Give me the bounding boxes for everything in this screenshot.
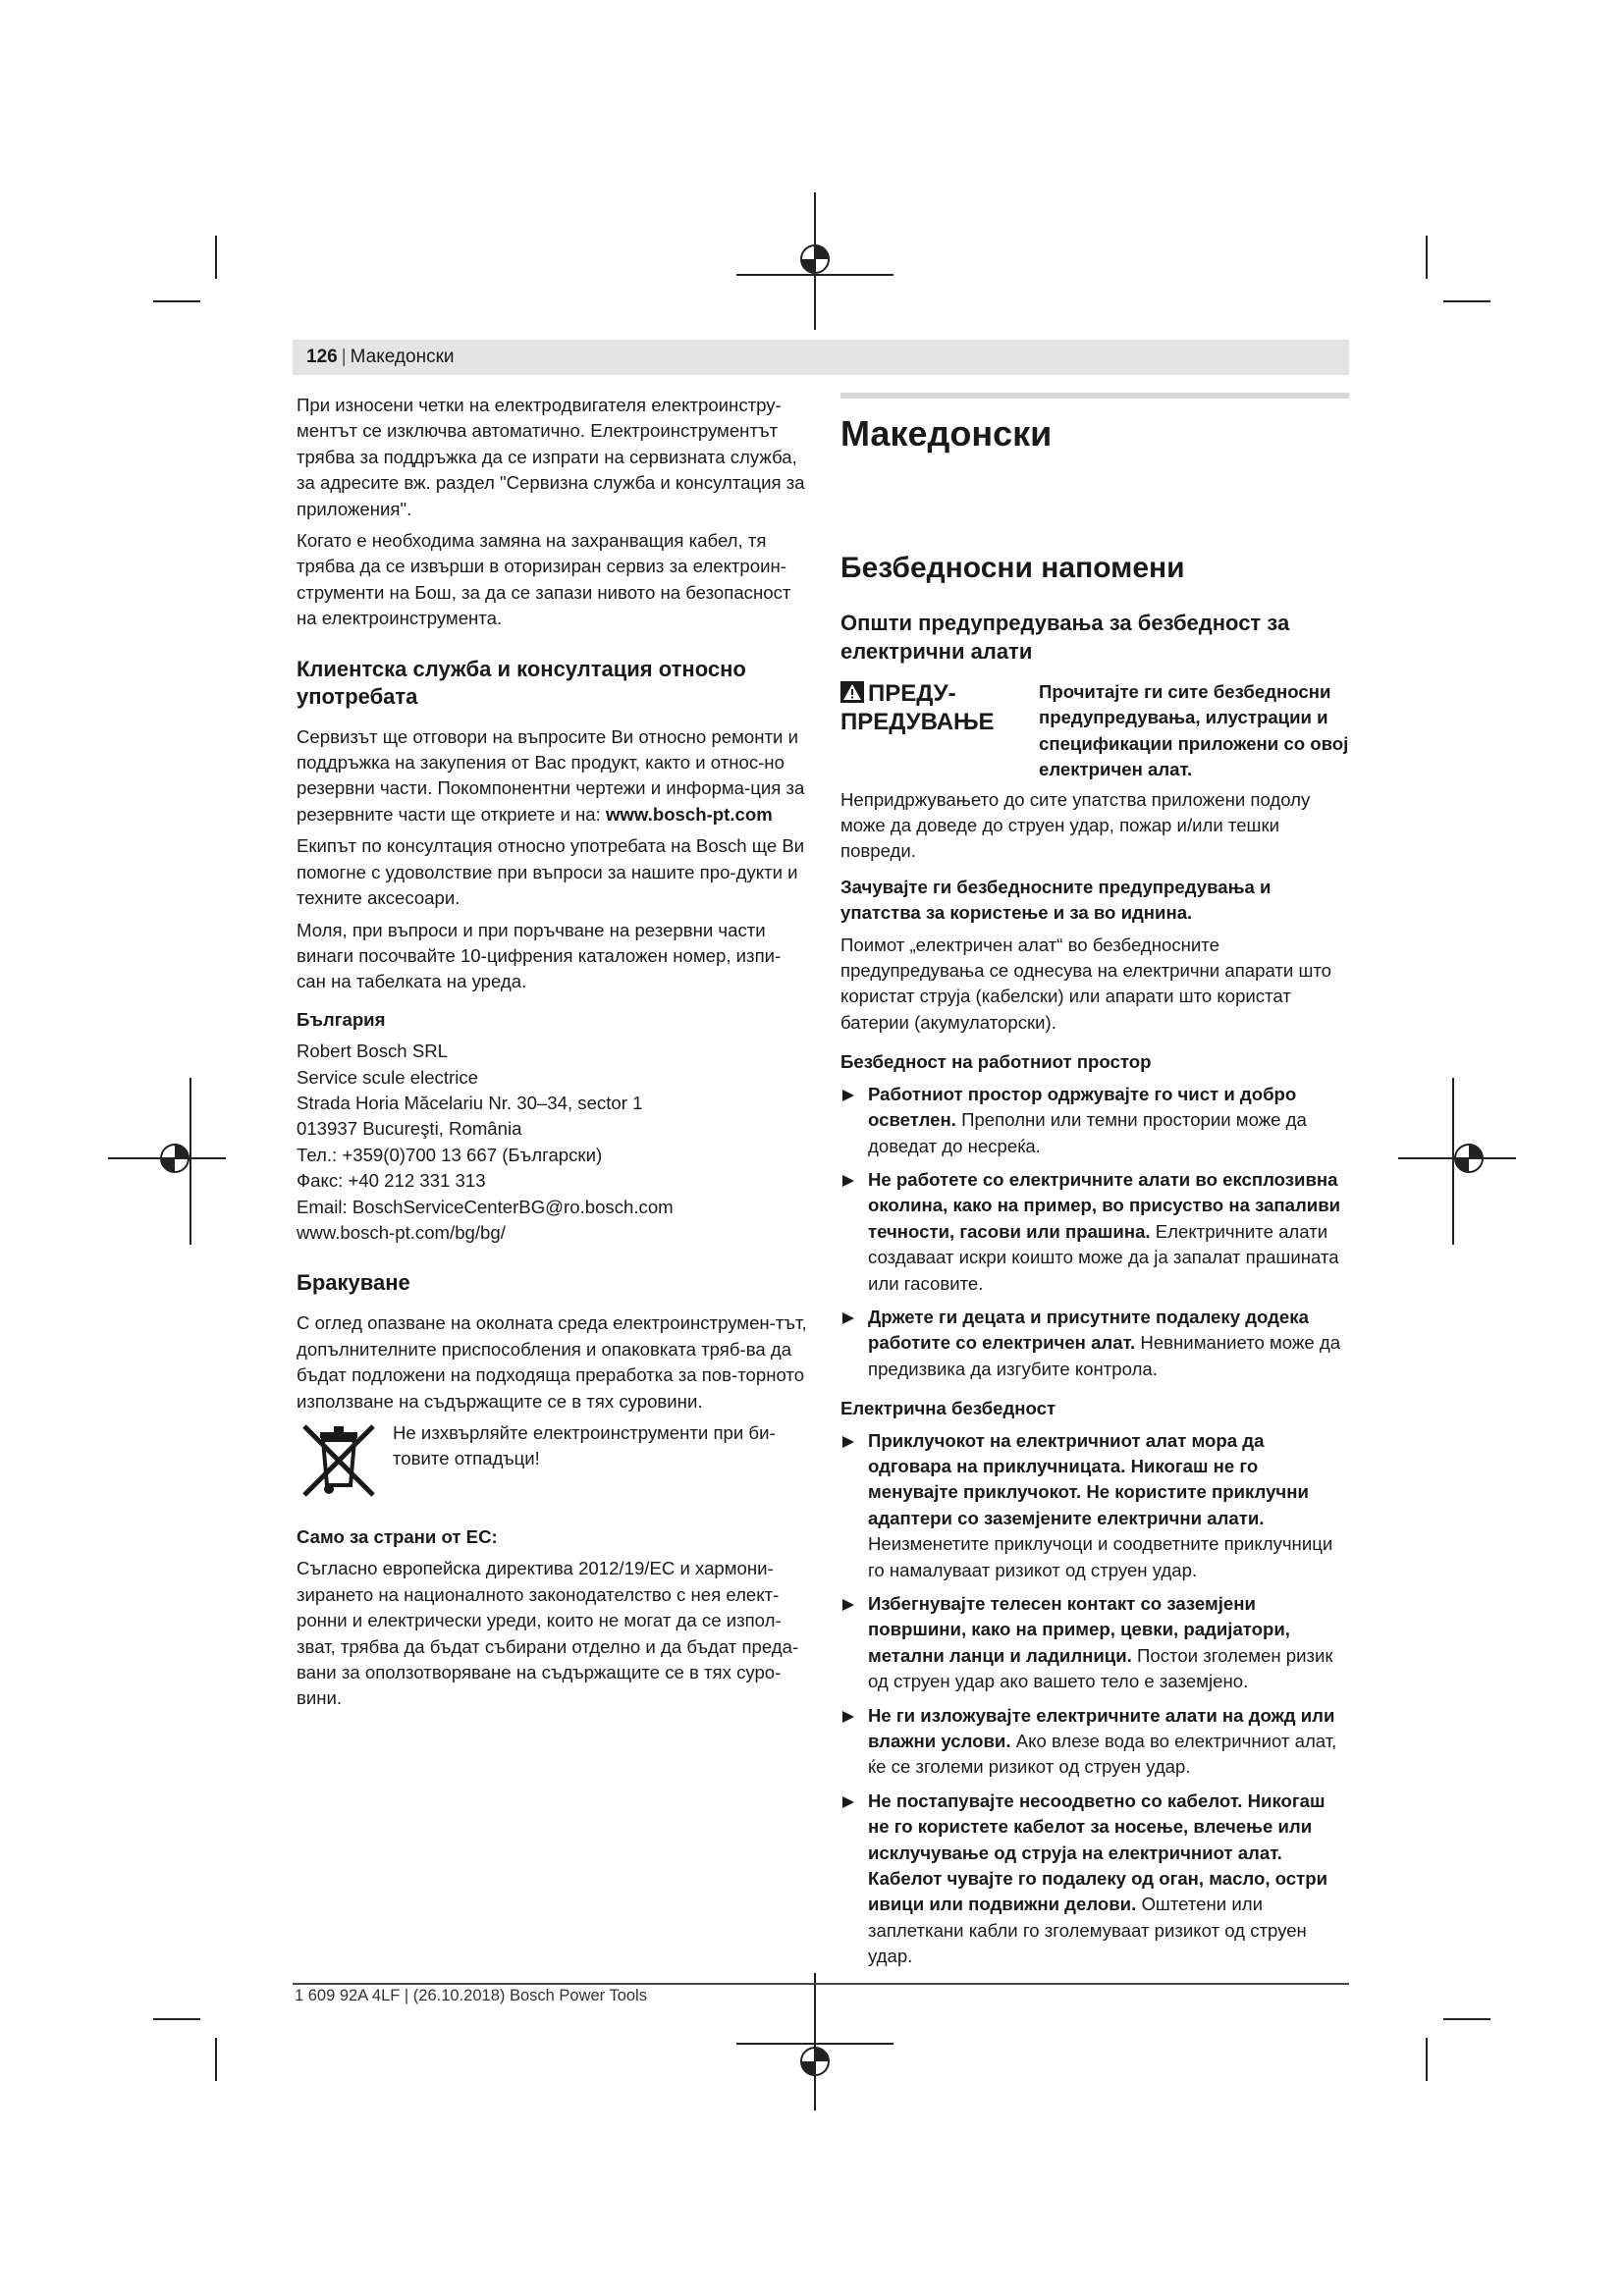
- item-bold: Држете ги децата и присутните подалеку додека работите со електричен алат.: [868, 1306, 1309, 1354]
- list-item: [840, 1428, 1349, 1583]
- warning-bold: Прочитајте ги сите безбедносни предупредувања, илустрации и спецификации приложени со овој електричен алат.: [1039, 681, 1349, 780]
- service-link[interactable]: www.bosch-pt.com: [605, 803, 773, 825]
- list-item: [840, 1082, 1349, 1159]
- keep-instructions: Зачувајте ги безбедносните предупредувања и упатства за користење и за во иднина.: [840, 876, 1272, 924]
- paragraph: Съгласно европейска директива 2012/19/ЕС и хармони-зирането на националното законодателство с нея елект-ронни и електрически уреди, които не могат да се изпол-зват, трябва да бъдат събирани отделно и да бъдат преда-вани за оползотворяване на съдържащите се в тях суро-вини.: [297, 1558, 799, 1709]
- page-title: Македонски: [840, 413, 1053, 454]
- crop-mark-bottom-left-h: [153, 2018, 200, 2020]
- crop-mark-top-left-h: [153, 300, 200, 302]
- paragraph: С оглед опазване на околната среда електроинструмен-тът, допълнителните приспособления и опаковката тряб-ва да бъдат подложени на подходяща преработка за пов-торното използване на съдържащите се в тях суровини.: [297, 1312, 807, 1412]
- item-text: Невниманието може да предизвика да изгубите контрола.: [868, 1332, 1341, 1379]
- registration-mark-icon: [108, 1078, 226, 1245]
- page-header: [293, 340, 1349, 375]
- crop-mark-bottom-right-h: [1443, 2018, 1490, 2020]
- address-website[interactable]: www.bosch-pt.com/bg/bg/: [297, 1221, 506, 1243]
- warning-block: [840, 679, 1349, 783]
- item-text: Ако влезе вода во електричниот алат, ќе се зголеми ризикот од струен удар.: [868, 1731, 1337, 1778]
- item-text: Постои зголемен ризик од струен удар ако вашето тело е заземјено.: [868, 1644, 1333, 1692]
- workplace-heading: Безбедност на работниот простор: [840, 1051, 1152, 1073]
- list-item: [840, 1789, 1349, 1970]
- title-rule: [840, 393, 1349, 399]
- address-line: Тел.: +359(0)700 13 667 (Български): [297, 1144, 603, 1165]
- paragraph: Когато е необходима замяна на захранващия кабел, тя трябва да се извърши в оторизиран сервиз за електроин-струменти на Бош, за да се запази нивото на безопасност на електроинструмента.: [297, 530, 791, 629]
- registration-mark-icon: [736, 192, 893, 330]
- crop-mark-top-left-v: [215, 236, 217, 279]
- list-item: [840, 1305, 1349, 1382]
- footer-rule: [293, 1983, 1349, 1985]
- disposal-heading: Бракуване: [297, 1270, 410, 1296]
- paragraph: Екипът по консултация относно употребата на Bosch ще Ви помогне с удоволствие при въпроси за нашите про-дукти и техните аксесоари.: [297, 835, 805, 909]
- right-column: [840, 393, 1349, 1978]
- general-heading: Општи предупредувања за безбедност за електрични алати: [840, 611, 1290, 664]
- item-bold: Не ги изложувајте електричните алати на дожд или влажни услови.: [868, 1704, 1335, 1752]
- address-block: [297, 1039, 809, 1246]
- address-line: Robert Bosch SRL: [297, 1041, 448, 1062]
- item-text: Електричните алати создаваат искри коишто може да ја запалат прашината или гасовите.: [868, 1220, 1339, 1294]
- item-bold: Избегнувајте телесен контакт со заземјени површини, како на пример, цевки, радијатори, метални ланци и ладилници.: [868, 1593, 1290, 1666]
- registration-mark-icon: [1398, 1078, 1516, 1245]
- address-line: Strada Horia Măcelariu Nr. 30–34, sector 1: [297, 1092, 643, 1113]
- item-bold: Работниот простор одржувајте го чист и добро осветлен.: [868, 1083, 1297, 1131]
- header-separator: |: [341, 347, 347, 367]
- registration-mark-icon: [736, 1973, 893, 2110]
- list-item: [840, 1167, 1349, 1297]
- left-column: [297, 393, 809, 1718]
- item-bold: Не постапувајте несоодветно со кабелот. Никогаш не го користете кабелот за носење, влечење или исклучување од струја на електричниот алат. Кабелот чувајте го подалеку од оган, масло, остри ивици или подвижни делови.: [868, 1789, 1328, 1915]
- paragraph: [297, 724, 809, 828]
- item-text: Оштетени или заплеткани кабли го зголемуваат ризикот од струен удар.: [868, 1894, 1307, 1967]
- service-text: Сервизът ще отговори на въпросите Ви относно ремонти и поддръжка на закупения от Вас продукт, както и относ-но резервни части. Покомпонентни чертежи и информа-ция за резервните части ще откриете и на:: [297, 725, 805, 825]
- crop-mark-bottom-left-v: [215, 2038, 217, 2081]
- address-line: Факс: +40 212 331 313: [297, 1170, 486, 1192]
- footer-text: 1 609 92A 4LF | (26.10.2018) Bosch Power Tools: [295, 1987, 647, 2004]
- header-language: Македонски: [350, 347, 455, 367]
- service-heading: Клиентска служба и консултация относно употребата: [297, 656, 746, 709]
- weee-notice: [297, 1420, 809, 1499]
- paragraph: При износени четки на електродвигателя електроинстру-ментът се изключва автоматично. Електроинструментът трябва за поддръжка да се изпрати на сервизната служба, за адресите вж. раздел "Сервизна служба и консултация за приложения".: [297, 395, 805, 519]
- paragraph: Поимот „електричен алат“ во безбедносните предупредувања се однесува на електрични апарати што користат струја (кабелски) или апарати што користат батерии (акумулаторски).: [840, 934, 1332, 1033]
- address-line: Service scule electrice: [297, 1066, 478, 1088]
- section-title: Безбедносни напомени: [840, 552, 1185, 584]
- address-line: 013937 Bucureşti, România: [297, 1118, 522, 1140]
- item-bold: Не работете со електричните алати во експлозивна околина, како на пример, во присуство на запаливи течности, гасови или прашина.: [868, 1168, 1341, 1242]
- country-heading: България: [297, 1008, 386, 1030]
- electrical-heading: Електрична безбедност: [840, 1398, 1056, 1419]
- warning-label: [840, 679, 1019, 736]
- crop-mark-top-right-h: [1443, 300, 1490, 302]
- item-text: Преполни или темни простории може да доведат до несреќа.: [868, 1109, 1307, 1156]
- list-item: [840, 1703, 1349, 1781]
- eu-heading: Само за страни от ЕС:: [297, 1526, 498, 1547]
- item-text: Неизменетите приклучоци и соодветните приклучници го намалуваат ризикот од струен удар.: [868, 1533, 1333, 1580]
- weee-text: Не изхвърляйте електроинструменти при би-товите отпадъци!: [393, 1422, 776, 1469]
- paragraph: Непридржувањето до сите упатства приложени подолу може да доведе до струен удар, пожар и/или тешки повреди.: [840, 788, 1311, 862]
- crop-mark-bottom-right-v: [1426, 2038, 1428, 2081]
- warning-triangle-icon: [840, 681, 864, 703]
- crossed-out-wheelie-bin-icon: [297, 1420, 381, 1499]
- crop-mark-top-right-v: [1426, 236, 1428, 279]
- list-item: [840, 1591, 1349, 1695]
- address-email[interactable]: Email: BoschServiceCenterBG@ro.bosch.com: [297, 1196, 674, 1217]
- warning-label-text: ПРЕДУ-ПРЕДУВАЊЕ: [840, 680, 995, 735]
- paragraph: Моля, при въпроси и при поръчване на резервни части винаги посочвайте 10-цифрения каталожен номер, изпи-сан на табелката на уреда.: [297, 919, 782, 992]
- page-number: 126: [306, 347, 338, 367]
- item-bold: Приклучокот на електричниот алат мора да одговара на приклучницата. Никогаш не го менувајте приклучокот. Не користите приклучни адаптери со заземјените електрични алати.: [868, 1429, 1309, 1528]
